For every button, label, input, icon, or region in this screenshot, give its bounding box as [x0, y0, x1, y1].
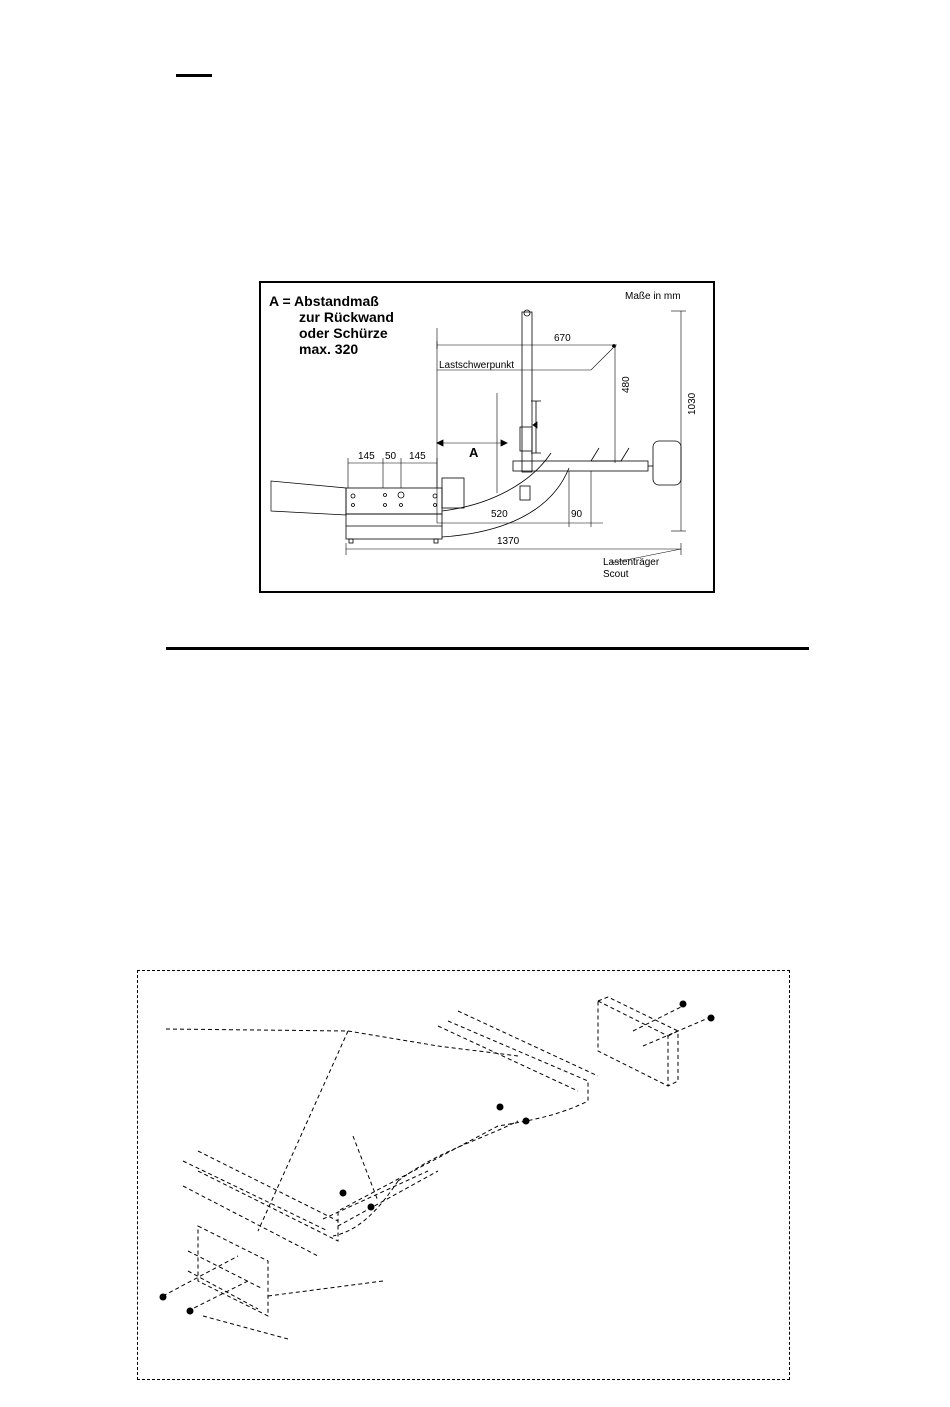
top-margin-mark: [176, 74, 212, 77]
section-divider: [166, 647, 809, 650]
assembly-drawing: [137, 970, 790, 1380]
load-center-label: Lastschwerpunkt: [439, 360, 515, 371]
dimension-145-right: 145: [409, 451, 426, 462]
units-note: Maße in mm: [625, 291, 681, 302]
legend-line-3: oder Schürze: [299, 325, 388, 341]
assembly-drawing-graphic: [138, 971, 791, 1381]
dimension-480: 480: [621, 376, 632, 393]
caption-line-2: Scout: [603, 569, 629, 580]
distance-a-label: A: [469, 445, 479, 460]
dimension-1370: 1370: [497, 536, 520, 547]
dimension-50: 50: [385, 451, 397, 462]
dimension-145-left: 145: [358, 451, 375, 462]
legend-line-1: A = Abstandmaß: [269, 293, 379, 309]
dimension-670: 670: [554, 333, 571, 344]
distance-legend: [269, 293, 394, 357]
dimension-1030: 1030: [687, 392, 698, 415]
caption-line-1: Lastenträger: [603, 557, 660, 568]
dimension-drawing: [259, 281, 715, 593]
dimension-90: 90: [571, 509, 583, 520]
legend-line-4: max. 320: [299, 341, 359, 357]
dimension-520: 520: [491, 509, 508, 520]
legend-line-2: zur Rückwand: [299, 309, 394, 325]
